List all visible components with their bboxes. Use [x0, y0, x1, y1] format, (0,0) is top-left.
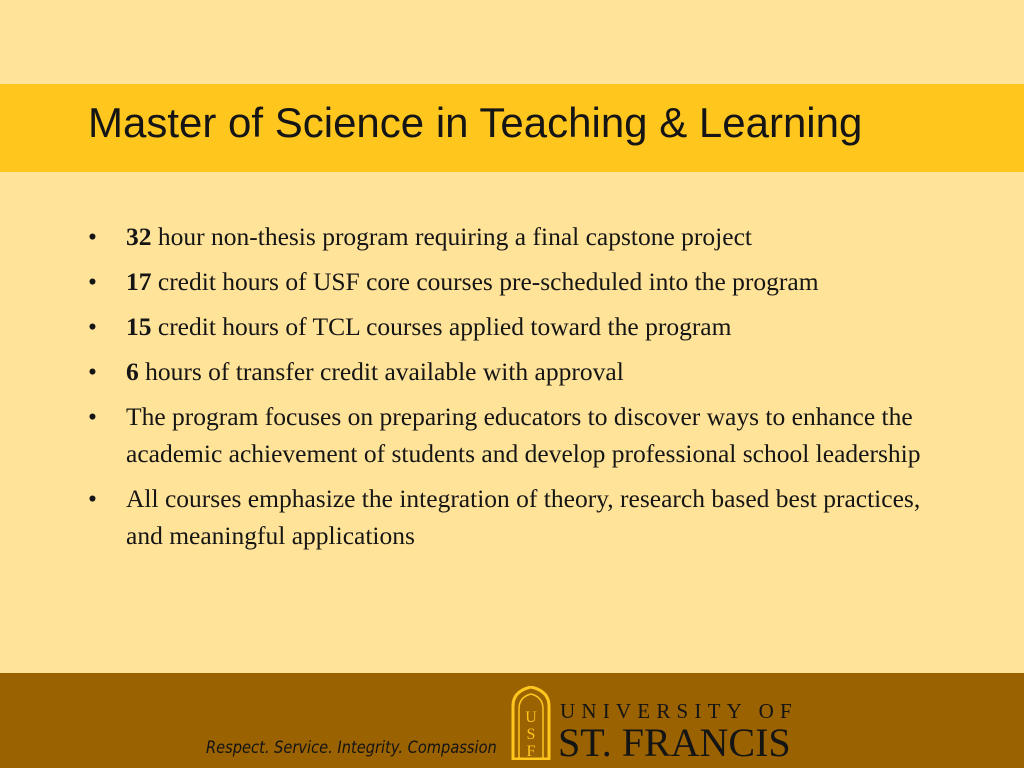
bullet-text: The program focuses on preparing educators to discover ways to enhance the academic achievement of students and develop professional school leadership — [126, 402, 921, 468]
bullet-list — [88, 218, 928, 562]
bullet-item — [88, 480, 928, 554]
bullet-marker: • — [88, 267, 97, 296]
bullet-text: hour non-thesis program requiring a final capstone project — [151, 222, 752, 251]
bullet-text: All courses emphasize the integration of theory, research based best practices, and meaningful applications — [126, 484, 921, 550]
bullet-item — [88, 218, 928, 255]
bullet-marker: • — [88, 312, 97, 341]
bullet-number: 32 — [126, 222, 152, 251]
bullet-number: 6 — [126, 357, 139, 386]
bullet-item — [88, 308, 928, 345]
bullet-text: credit hours of USF core courses pre-scheduled into the program — [151, 267, 819, 296]
bullet-number: 17 — [126, 267, 152, 296]
bullet-text: credit hours of TCL courses applied toward the program — [151, 312, 732, 341]
logo-mark-letter: U — [525, 709, 537, 726]
bullet-item — [88, 398, 928, 472]
bullet-text: hours of transfer credit available with approval — [138, 357, 624, 386]
logo-st-francis: ST. FRANCIS — [558, 720, 791, 765]
logo-mark-letter: F — [526, 743, 536, 760]
bullet-item — [88, 353, 928, 390]
bullet-marker: • — [88, 222, 97, 251]
slide-title: Master of Science in Teaching & Learning — [88, 99, 863, 146]
bullet-number: 15 — [126, 312, 152, 341]
usf-arch-logo-icon — [510, 686, 552, 760]
bullet-marker: • — [88, 484, 97, 513]
tagline: Respect. Service. Integrity. Compassion — [206, 738, 497, 758]
bullet-marker: • — [88, 402, 97, 431]
logo-mark-letter: S — [526, 726, 536, 743]
logo-university-of: UNIVERSITY OF — [560, 699, 798, 723]
bullet-item — [88, 263, 928, 300]
bullet-marker: • — [88, 357, 97, 386]
